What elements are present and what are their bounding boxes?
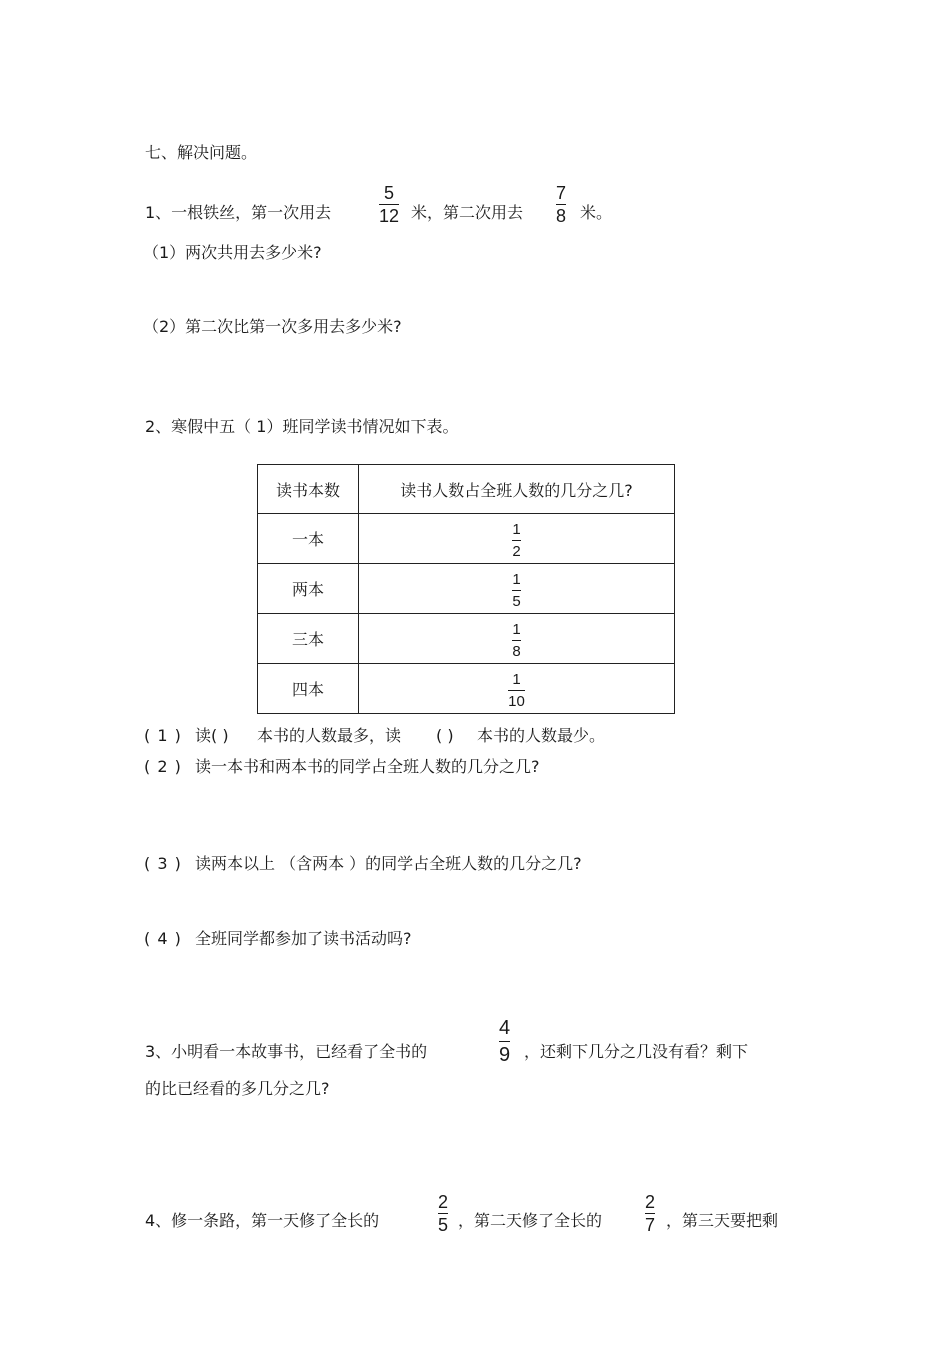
row-fraction — [508, 672, 525, 709]
fraction-bar — [499, 1041, 510, 1042]
table-cell-fraction — [359, 614, 675, 664]
q2-sub4-number: ( 4 ) — [144, 929, 182, 948]
q1-middle: 米，第二次用去 — [411, 203, 524, 222]
q2-sub3-number: ( 3 ) — [144, 854, 182, 873]
q1-suffix: 米。 — [580, 203, 613, 222]
fraction-bar — [379, 204, 399, 205]
q1-fraction-1 — [379, 184, 399, 225]
row-fraction — [512, 622, 520, 659]
table-cell-label: 四本 — [258, 664, 359, 714]
q3-line-2: 的比已经看的多几分之几? — [145, 1079, 330, 1098]
q2-sub1-part-b: 本书的人数最多，读 — [257, 726, 402, 745]
fraction-numerator: 2 — [645, 1192, 656, 1212]
q2-sub1-part-d: 本书的人数最少。 — [477, 726, 606, 745]
table-cell-fraction — [359, 564, 675, 614]
fraction-bar — [512, 540, 520, 541]
fraction-bar — [645, 1213, 655, 1214]
q2-intro: 2、寒假中五（ 1）班同学读书情况如下表。 — [145, 417, 459, 436]
table-row — [258, 664, 675, 714]
fraction-numerator: 1 — [512, 670, 521, 688]
table-row — [258, 614, 675, 664]
fraction-numerator: 5 — [384, 183, 395, 203]
fraction-denominator: 8 — [512, 642, 521, 660]
q2-sub2-number: ( 2 ) — [144, 757, 182, 776]
fraction-numerator: 2 — [438, 1192, 449, 1212]
table-header-row — [258, 465, 675, 514]
reading-table — [257, 464, 675, 714]
q4-prefix: 4、修一条路，第一天修了全长的 — [145, 1211, 380, 1230]
row-fraction — [512, 522, 520, 559]
section-title: 七、解决问题。 — [145, 143, 258, 162]
q4-suffix: ，第三天要把剩 — [666, 1211, 779, 1230]
fraction-bar — [438, 1213, 448, 1214]
fraction-denominator: 8 — [556, 206, 567, 226]
fraction-denominator: 5 — [512, 592, 521, 610]
fraction-denominator: 10 — [508, 692, 525, 710]
fraction-denominator: 12 — [379, 206, 400, 226]
q4-fraction-1 — [438, 1193, 448, 1234]
fraction-numerator: 4 — [499, 1017, 511, 1039]
table-cell-label: 一本 — [258, 514, 359, 564]
q3-fraction — [499, 1018, 510, 1065]
q1-sub-question-1: （1）两次共用去多少米? — [143, 243, 322, 262]
fraction-numerator: 1 — [512, 520, 521, 538]
fraction-bar — [512, 590, 520, 591]
q2-sub1-part-a: 读( ) — [195, 726, 229, 745]
q2-sub1-part-c: ( ) — [436, 726, 454, 745]
table-header-books: 读书本数 — [258, 465, 359, 514]
fraction-bar — [512, 640, 520, 641]
table-cell-fraction — [359, 664, 675, 714]
table-cell-fraction — [359, 514, 675, 564]
table-row — [258, 564, 675, 614]
fraction-denominator: 2 — [512, 542, 521, 560]
fraction-numerator: 1 — [512, 620, 521, 638]
fraction-numerator: 7 — [556, 183, 567, 203]
fraction-bar — [508, 690, 525, 691]
q3-prefix: 3、小明看一本故事书，已经看了全书的 — [145, 1042, 428, 1061]
table-row — [258, 514, 675, 564]
table-header-fraction: 读书人数占全班人数的几分之几? — [359, 465, 675, 514]
row-fraction — [512, 572, 520, 609]
fraction-denominator: 9 — [499, 1044, 511, 1066]
q4-fraction-2 — [645, 1193, 655, 1234]
fraction-bar — [556, 204, 566, 205]
q2-sub1-number: ( 1 ) — [144, 726, 182, 745]
fraction-denominator: 7 — [645, 1215, 656, 1235]
q3-suffix: ，还剩下几分之几没有看？剩下 — [524, 1042, 749, 1061]
q4-middle: ，第二天修了全长的 — [458, 1211, 603, 1230]
table-cell-label: 三本 — [258, 614, 359, 664]
table-cell-label: 两本 — [258, 564, 359, 614]
q1-prefix: 1、一根铁丝，第一次用去 — [145, 203, 332, 222]
q1-fraction-2 — [556, 184, 566, 225]
q2-sub3-text: 读两本以上 （含两本 ）的同学占全班人数的几分之几? — [195, 854, 582, 873]
q2-sub2-text: 读一本书和两本书的同学占全班人数的几分之几? — [195, 757, 540, 776]
q1-sub-question-2: （2）第二次比第一次多用去多少米? — [143, 317, 402, 336]
q2-sub4-text: 全班同学都参加了读书活动吗? — [195, 929, 412, 948]
fraction-numerator: 1 — [512, 570, 521, 588]
fraction-denominator: 5 — [438, 1215, 449, 1235]
